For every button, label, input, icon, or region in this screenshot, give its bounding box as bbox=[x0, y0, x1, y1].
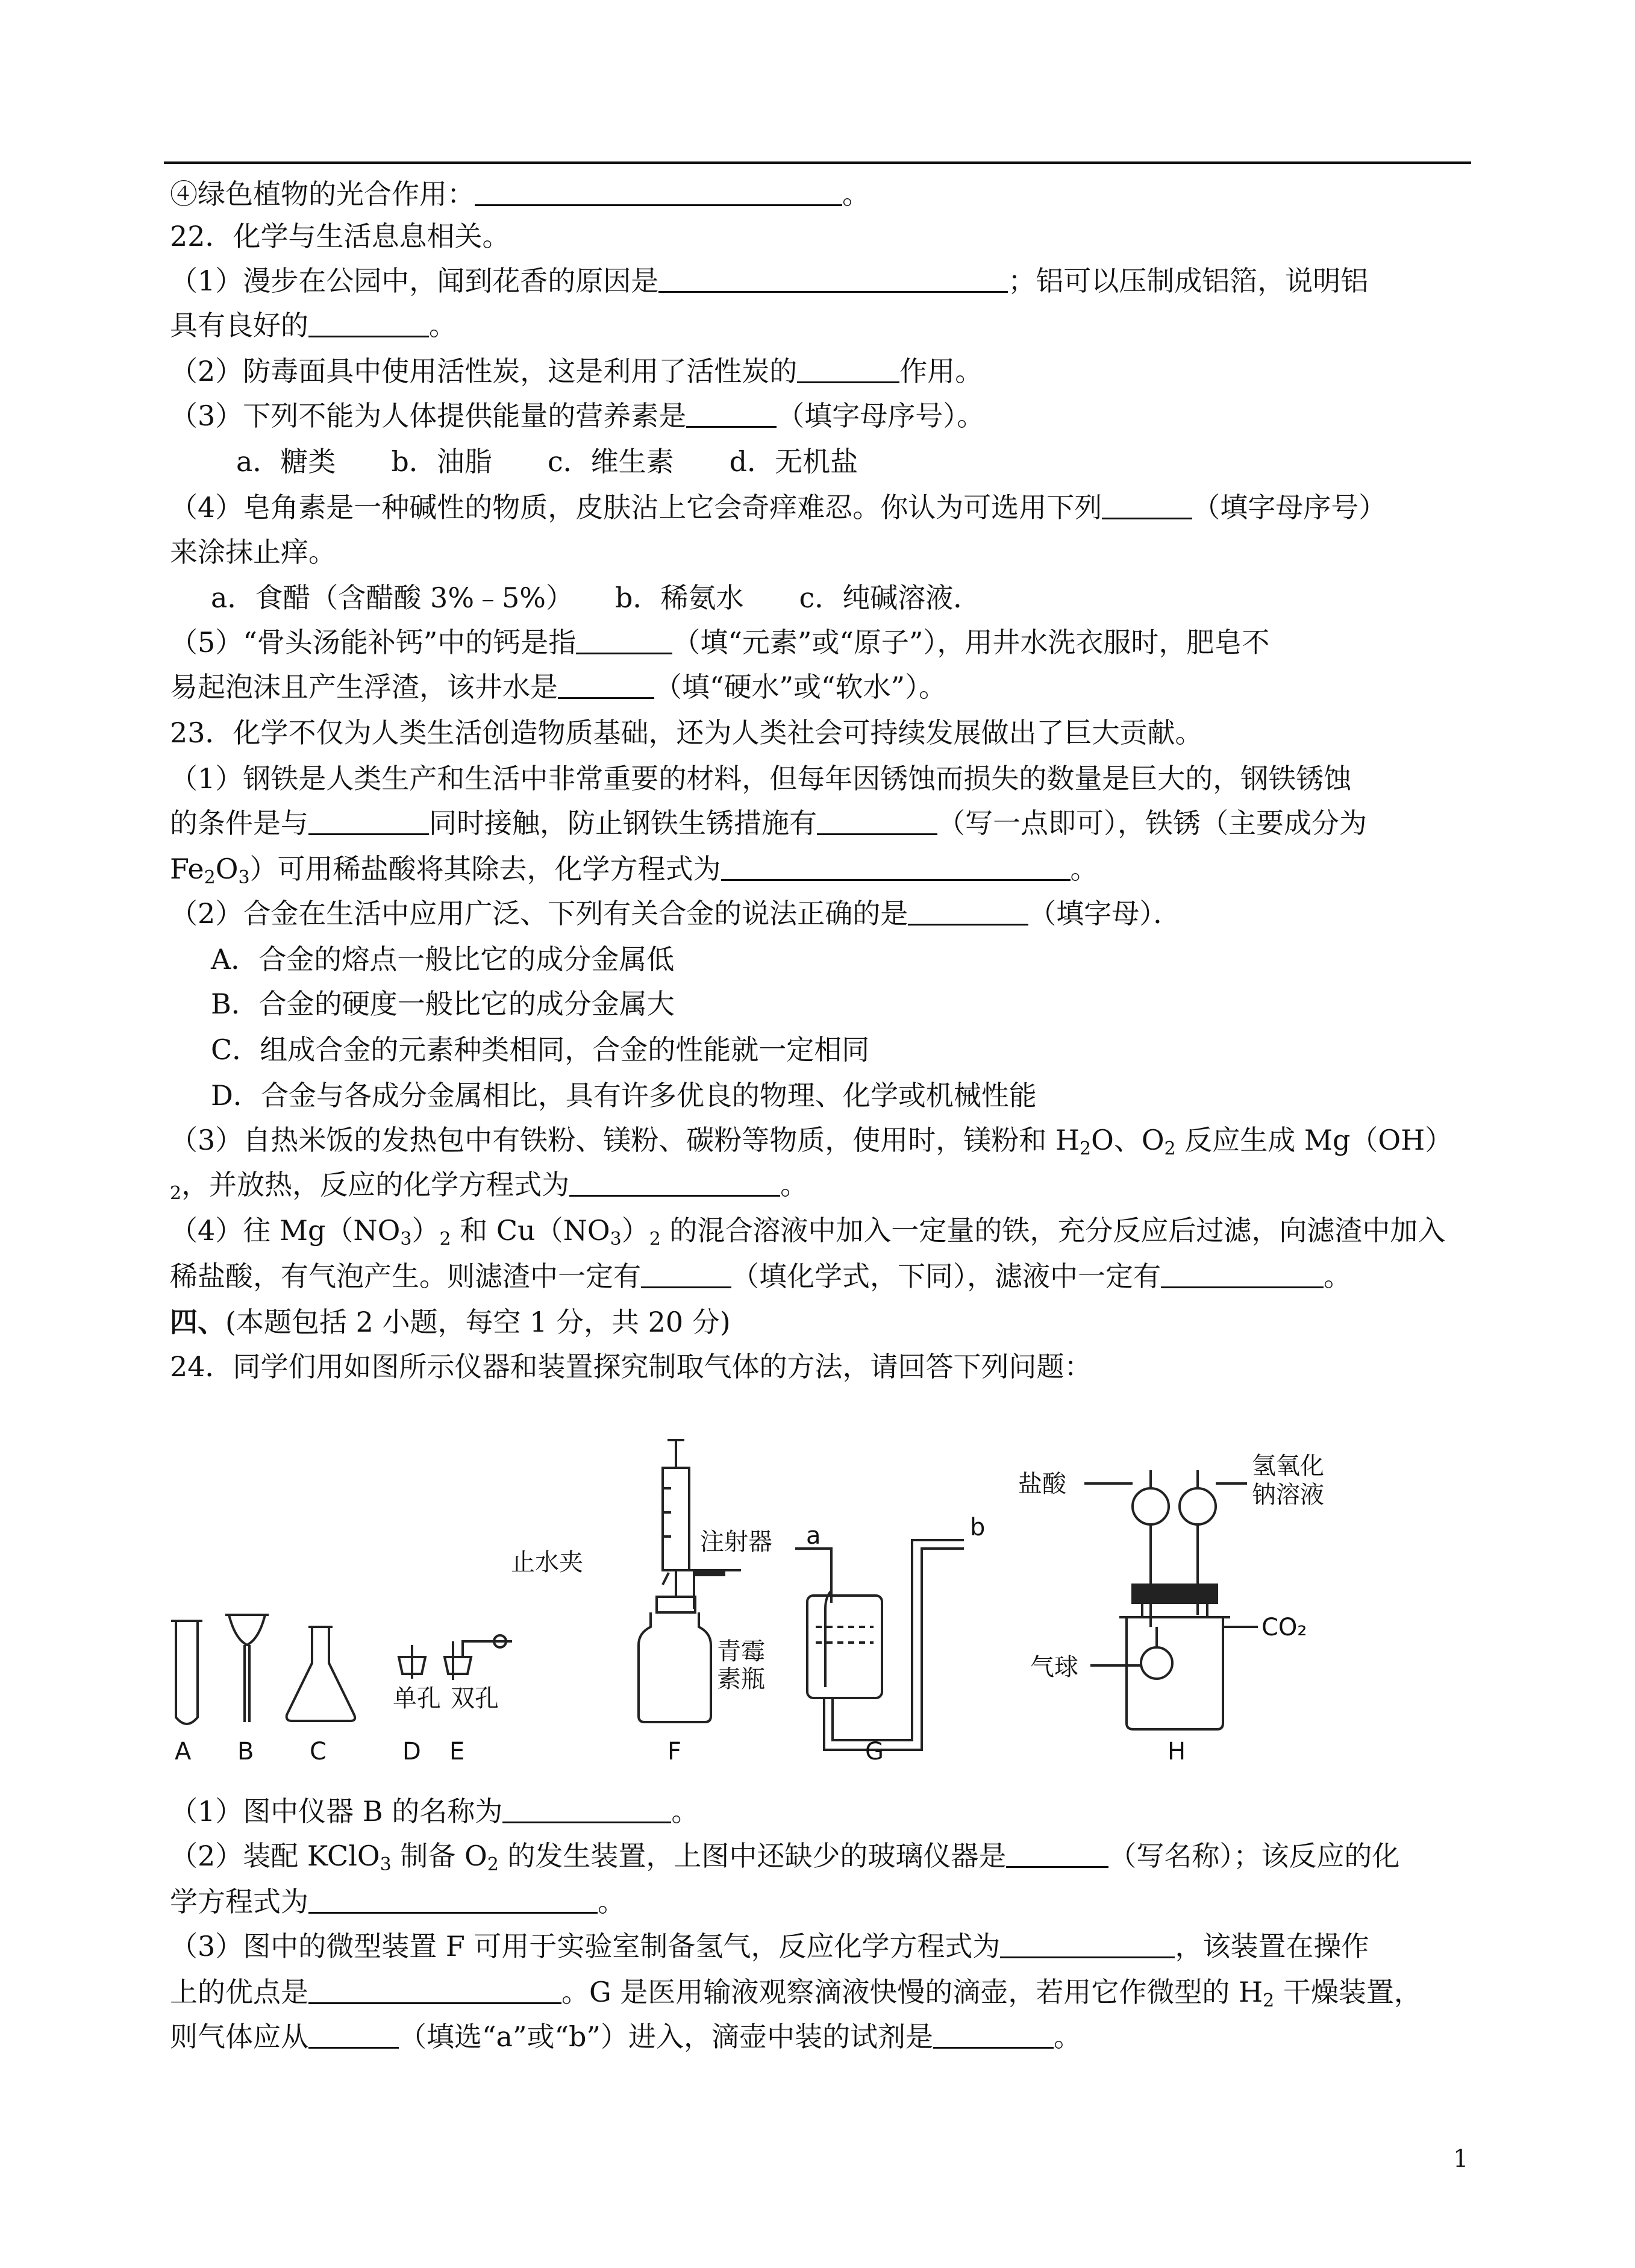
label-co2: CO₂ bbox=[1261, 1614, 1307, 1641]
question-24-title: 24．同学们用如图所示仪器和装置探究制取气体的方法，请回答下列问题： bbox=[170, 1350, 1092, 1383]
answer-blank[interactable] bbox=[1102, 490, 1192, 519]
question-22-5: （5）“骨头汤能补钙”中的钙是指 （填“元素”或“原子”），用井水洗衣服时，肥皂不 bbox=[170, 626, 1270, 659]
question-22-2: （2）防毒面具中使用活性炭，这是利用了活性炭的 作用。 bbox=[170, 355, 983, 387]
answer-blank[interactable] bbox=[308, 806, 429, 835]
answer-blank[interactable] bbox=[308, 308, 429, 337]
question-22-4: （4）皂角素是一种碱性的物质，皮肤沾上它会奇痒难忍。你认为可选用下列 （填字母序号） bbox=[170, 491, 1387, 524]
question-23-4: （4）往 $Mg(NO_3)_2$ 和 $Cu(NO_3)_2$ 的混合溶液中加入一定量的铁，充分反应后过滤，向滤渣中加入 bbox=[170, 1214, 1446, 1250]
label-water-clamp: 止水夹 bbox=[511, 1549, 583, 1576]
question-24-2: （2）装配 KClO$_3$ 制备 $O_2$ 的发生装置，上图中还缺少的玻璃仪器是 （写名称）；该反应的化 bbox=[170, 1840, 1400, 1875]
option-23-2-C: C．组成合金的元素种类相同，合金的性能就一定相同 bbox=[211, 1033, 870, 1066]
option-23-2-A: A．合金的熔点一般比它的成分金属低 bbox=[211, 943, 675, 976]
question-22-5-cont: 易起泡沫且产生浮渣，该井水是 （填“硬水”或“软水”）。 bbox=[170, 671, 947, 703]
stopper-d bbox=[399, 1645, 425, 1679]
question-22-4-cont: 来涂抹止痒。 bbox=[170, 536, 336, 568]
page-number: 1 bbox=[1453, 2145, 1469, 2173]
question-24-1: （1）图中仪器 B 的名称为 。 bbox=[170, 1795, 699, 1828]
answer-blank[interactable] bbox=[933, 2019, 1054, 2049]
question-23-1-cont2: $Fe_2O_3$）可用稀盐酸将其除去，化学方程式为 。 bbox=[170, 853, 1098, 888]
question-24-2-cont: 学方程式为 。 bbox=[170, 1885, 625, 1918]
figure-letter-c: C bbox=[310, 1738, 327, 1765]
question-24-3-cont2: 则气体应从 （填选“a”或“b”）进入，滴壶中装的试剂是 。 bbox=[170, 2020, 1081, 2053]
label-single-hole: 单孔 bbox=[393, 1685, 441, 1712]
option-23-2-D: D．合金与各成分金属相比，具有许多优良的物理、化学或机械性能 bbox=[211, 1079, 1037, 1112]
answer-blank[interactable] bbox=[308, 1975, 561, 2004]
header-rule bbox=[164, 161, 1471, 164]
question-23-1-cont: 的条件是与 同时接触，防止钢铁生锈措施有 （写一点即可），铁锈（主要成分为 bbox=[170, 807, 1367, 839]
answer-blank[interactable] bbox=[308, 1884, 598, 1914]
question-23-title: 23．化学不仅为人类生活创造物质基础，还为人类社会可持续发展做出了巨大贡献。 bbox=[170, 716, 1203, 749]
label-hydrochloric-acid: 盐酸 bbox=[1018, 1470, 1066, 1498]
answer-blank[interactable] bbox=[308, 2019, 399, 2049]
label-naoh-2: 钠溶液 bbox=[1252, 1481, 1324, 1509]
question-22-title: 22．化学与生活息息相关。 bbox=[170, 220, 510, 252]
label-bottle-1: 青霉 bbox=[717, 1638, 765, 1665]
conical-flask-c bbox=[287, 1627, 355, 1721]
answer-blank[interactable] bbox=[686, 398, 777, 428]
question-23-1: （1）钢铁是人类生产和生活中非常重要的材料，但每年因锈蚀而损失的数量是巨大的，钢铁锈蚀 bbox=[170, 762, 1352, 795]
section-4-heading: 四、(本题包括 2 小题，每空 1 分，共 20 分) bbox=[170, 1306, 731, 1338]
question-22-4-options: a．食醋（含醋酸 3%﹣5%） b．稀氨水 c．纯碱溶液． bbox=[211, 581, 981, 614]
apparatus-h bbox=[1084, 1470, 1258, 1729]
answer-blank[interactable] bbox=[576, 625, 672, 654]
question-23-2: （2）合金在生活中应用广泛、下列有关合金的说法正确的是 （填字母）． bbox=[170, 897, 1181, 930]
option-23-2-B: B．合金的硬度一般比它的成分金属大 bbox=[211, 988, 675, 1020]
answer-blank[interactable] bbox=[475, 177, 842, 206]
funnel-b bbox=[225, 1615, 269, 1722]
figure-letter-a: A bbox=[175, 1738, 192, 1765]
stopper-e bbox=[445, 1635, 512, 1680]
figure-letter-f: F bbox=[667, 1738, 682, 1765]
answer-blank[interactable] bbox=[1000, 1929, 1175, 1958]
answer-blank[interactable] bbox=[558, 669, 654, 699]
label-double-hole: 双孔 bbox=[451, 1685, 499, 1712]
answer-blank[interactable] bbox=[721, 851, 1071, 881]
label-inlet-a: a bbox=[806, 1522, 821, 1550]
label-outlet-b: b bbox=[970, 1514, 986, 1541]
figure-letter-e: E bbox=[449, 1738, 465, 1765]
answer-blank[interactable] bbox=[569, 1167, 780, 1197]
label-naoh-1: 氢氧化 bbox=[1252, 1452, 1324, 1480]
answer-blank[interactable] bbox=[502, 1794, 671, 1823]
answer-blank[interactable] bbox=[641, 1259, 731, 1288]
question-22-1: （1）漫步在公园中，闻到花香的原因是 ；铝可以压制成铝箔，说明铝 bbox=[170, 265, 1369, 297]
apparatus-figure bbox=[163, 1434, 1488, 1771]
label-syringe: 注射器 bbox=[700, 1528, 772, 1556]
answer-blank[interactable] bbox=[1006, 1838, 1108, 1868]
drip-chamber-g bbox=[795, 1540, 964, 1750]
figure-letter-b: B bbox=[237, 1738, 254, 1765]
answer-blank[interactable] bbox=[658, 263, 1008, 293]
figure-letter-d: D bbox=[402, 1738, 421, 1765]
label-balloon: 气球 bbox=[1030, 1653, 1078, 1681]
question-24-3: （3）图中的微型装置 F 可用于实验室制备氢气，反应化学方程式为 ，该装置在操作 bbox=[170, 1930, 1369, 1963]
label-bottle-2: 素瓶 bbox=[717, 1665, 765, 1693]
answer-blank[interactable] bbox=[797, 354, 899, 383]
question-22-3-options: a．糖类 b．油脂 c．维生素 d．无机盐 bbox=[236, 445, 858, 478]
question-22-1-cont: 具有良好的 。 bbox=[170, 309, 457, 342]
question-22-3: （3）下列不能为人体提供能量的营养素是 （填字母序号）。 bbox=[170, 399, 985, 432]
answer-blank[interactable] bbox=[817, 806, 937, 835]
test-tube-a bbox=[171, 1621, 202, 1724]
question-23-3: （3）自热米饭的发热包中有铁粉、镁粉、碳粉等物质，使用时，镁粉和 $H_2O$、$O_2$ 反应生成 Mg（OH） bbox=[170, 1124, 1453, 1159]
figure-letter-h: H bbox=[1168, 1738, 1186, 1765]
line-photosynthesis: ④绿色植物的光合作用： 。 bbox=[170, 178, 870, 210]
question-23-3-cont: $_2$，并放热，反应的化学方程式为 。 bbox=[170, 1168, 808, 1204]
question-23-4-cont: 稀盐酸，有气泡产生。则滤渣中一定有 （填化学式，下同），滤液中一定有 。 bbox=[170, 1260, 1351, 1292]
figure-letter-g: G bbox=[865, 1738, 884, 1765]
answer-blank[interactable] bbox=[908, 896, 1028, 926]
answer-blank[interactable] bbox=[1161, 1259, 1324, 1288]
question-24-3-cont: 上的优点是 。G 是医用输液观察滴液快慢的滴壶，若用它作微型的 $H_2$ 干燥装置， bbox=[170, 1976, 1422, 2011]
